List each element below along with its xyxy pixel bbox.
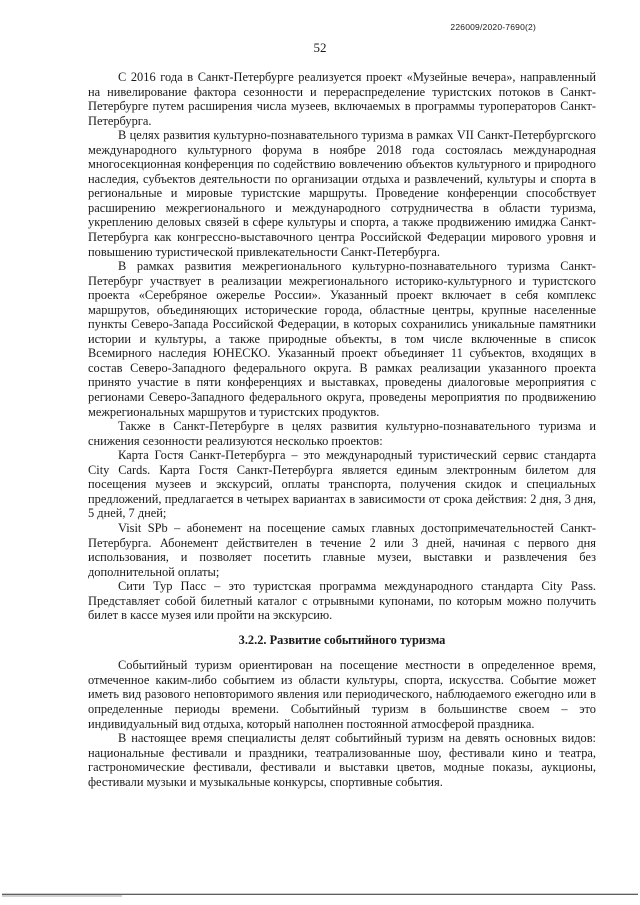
paragraph-event-tourism: Событийный туризм ориентирован на посещение местности в определенное время, отмеченное каким-либо событием из области культуры, спорта, искусства. Событие может иметь вид разового неповторимого явления или периодического, наблюдаемого ежегодно или в определенные периоды времени. Событийный туризм в большинстве своем – это индивидуальный вид отдыха, который наполнен постоянной атмосферой праздника. [88, 658, 596, 731]
paragraph-visit-spb: Visit SPb – абонемент на посещение самых главных достопримечательностей Санкт-Петербурга. Абонемент действителен в течение 2 или 3 дней, начиная с первого дня использования, и позволяет посетить главные музеи, выставки и развлечения без дополнительной оплаты; [88, 520, 596, 579]
paragraph-silver-necklace: В рамках развития межрегионального культурно-познавательного туризма Санкт-Петербург участвует в реализации межрегионального историко-культурного и туристского проекта «Серебряное ожерелье России». Указанный проект включает в себя комплекс маршрутов, объединяющих исторические города, областные центры, крупные населенные пункты Северо-Запада Российской Федерации, в которых сохранились уникальные памятники истории и культуры, а также природные объекты, в том числе включенные в список Всемирного наследия ЮНЕСКО. Указанный проект объединяет 11 субъектов, входящих в состав Северо-Западного федерального округа. В рамках реализации указанного проекта принято участие в пяти конференциях и выставках, проведены диалоговые мероприятия с регионами Северо-Западного федерального округа, проведены мероприятия по продвижению межрегиональных маршрутов и туристских продуктов. [88, 259, 596, 419]
paragraph-event-types: В настоящее время специалисты делят событийный туризм на девять основных видов: национальные фестивали и праздники, театрализованные шоу, фестивали кино и театра, гастрономические фестивали, фестивали и выставки цветов, модные показы, аукционы, фестивали музыки и музыкальные конкурсы, спортивные события. [88, 731, 596, 789]
document-body [88, 70, 596, 789]
paragraph-cultural-forum: В целях развития культурно-познавательного туризма в рамках VII Санкт-Петербургского международного культурного форума в ноябре 2018 года состоялась международная многосекционная конференция по содействию вовлечению объектов культурного и природного наследия, субъектов деятельности по организации отдыха и развлечений, культуры и спорта в региональные и мировые туристские маршруты. Проведение конференции способствует расширению межрегионального и международного сотрудничества в области туризма, укреплению деловых связей в сфере культуры и спорта, а также продвижению имиджа Санкт-Петербурга как конгрессно-выставочного центра Российской Федерации мирового уровня и повышению туристической привлекательности Санкт-Петербурга. [88, 128, 596, 259]
paragraph-projects-intro: Также в Санкт-Петербурге в целях развития культурно-познавательного туризма и снижения сезонности реализуются несколько проектов: [88, 419, 596, 448]
page-number: 52 [313, 40, 327, 55]
paragraph-guest-card: Карта Гостя Санкт-Петербурга – это международный туристический сервис стандарта City Cards. Карта Гостя Санкт-Петербурга является единым электронным билетом для посещения музеев и экскурсий, оплаты транспорта, получения скидок и специальных предложений, предлагается в четырех вариантах в зависимости от срока действия: 2 дня, 3 дня, 5 дней, 7 дней; [88, 448, 596, 521]
section-heading: 3.2.2. Развитие событийного туризма [238, 632, 446, 647]
paragraph-museum-evenings: С 2016 года в Санкт-Петербурге реализуется проект «Музейные вечера», направленный на нивелирование фактора сезонности и перераспределение туристских потоков в Санкт-Петербурге путем расширения числа музеев, включаемых в программы туроператоров Санкт-Петербурга. [88, 70, 596, 128]
document-id: 226009/2020-7690(2) [450, 22, 536, 32]
scan-edge-line [2, 893, 638, 897]
paragraph-city-tour-pass: Сити Тур Пасс – это туристская программа международного стандарта City Pass. Представляет собой билетный каталог с отрывными купонами, по которым можно получить билет в кассе музея или пройти на экскурсию. [88, 579, 596, 623]
